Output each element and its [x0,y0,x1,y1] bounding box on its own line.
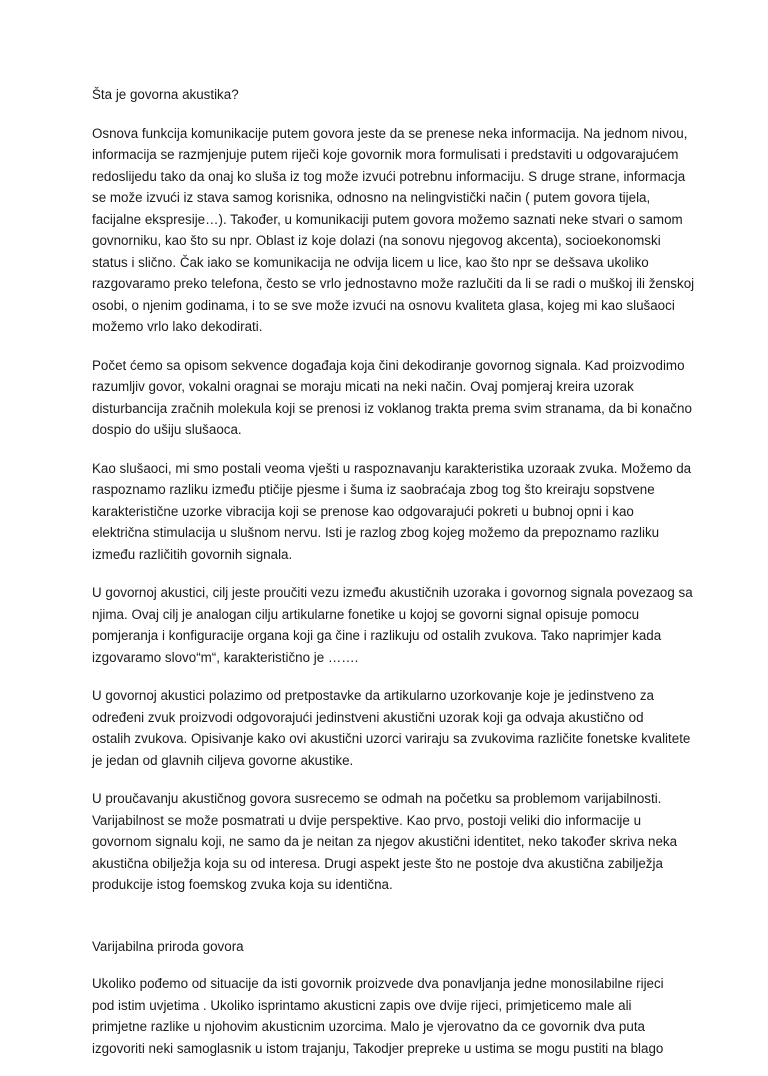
paragraph-line: informacija se razmjenjuje putem riječi koje govornik mora formulisati i predstaviti u odgovarajućem [92,147,679,162]
paragraph-line: pomjeranja i konfiguracije organa koji ga čine i razlikuju od ostalih zvukova. Tako naprimjer kada [92,628,662,643]
paragraph-line: raspoznamo razliku između ptičije pjesme i šuma iz saobraćaja zbog tog što kreiraju sopstvene [92,482,655,497]
paragraph-line: između različitih govornih signala. [92,546,293,562]
paragraph-line: pod istim uvjetima . Ukoliko isprintamo akusticni zapis ove dvije rijeci, primjeticemo male ali [92,997,632,1013]
section-title [92,936,676,958]
paragraph-line: Kao slušaoci, mi smo postali veoma vješti u raspoznavanju karakteristika uzoraak zvuka. Možemo da [92,460,692,476]
paragraph-line: Osnova funkcija komunikacije putem govora jeste da se prenese neka informacija. Na jednom nivou, [92,125,688,141]
paragraph [92,355,692,441]
paragraph-line: disturbancija zračnih molekula koji se prenosi iz voklanog trakta prema svim stranama, da bi konačno [92,400,692,416]
paragraph-line: je jedan od glavnih ciljeva govorne akustike. [92,752,354,768]
section-paragraph-list [92,973,676,1059]
paragraph-line: dospio do ušiju slušaoca. [92,422,242,437]
paragraph-line: se može izvući iz stava samog korisnika, odnosno na nelingvistički način ( putem govora tijela, [92,190,651,205]
paragraph-line: status i slično. Čak iako se komunikacija ne odvija licem u lice, kao što npr se dešsava ukoliko [92,254,649,270]
page-title [92,84,676,106]
paragraph [92,788,676,896]
paragraph-line: govnorniku, kao što su npr. Oblast iz koje dolazi (na sonovu njegovog akcenta), socioekonomski [92,233,661,248]
paragraph-line: Ukoliko pođemo od situacije da isti govornik proizvede dva ponavljanja jedne monosilabilne rijeci [92,976,664,991]
paragraph-line: U govornoj akustici, cilj jeste proučiti vezu između akustičnih uzoraka i govornog signala povezaog sa [92,585,693,600]
title-line: Šta je govorna akustika? [92,87,239,102]
paragraph [92,685,691,771]
paragraph-line: razumljiv govor, vokalni oragnai se moraju micati na neki način. Ovaj pomjeraj kreira uzorak [92,379,634,394]
paragraph-line: akustična obilježja koja su od interesa. Drugi aspekt jeste što ne postoje dva akustična zabilježja [92,855,663,871]
paragraph-list [92,123,695,896]
paragraph-line: ostalih zvukova. Opisivanje kako ovi akustični uzorci variraju sa zvukovima različite fonetske kvalitete [92,731,691,746]
paragraph [92,582,693,668]
paragraph-line: možemo vrlo lako dekodirati. [92,319,263,334]
paragraph [92,123,695,338]
paragraph-line: određeni zvuk proizvodi odgovorajući jedinstveni akustični uzorak koji ga odvaja akustično od [92,709,644,725]
paragraph-line: izgovoriti neki samoglasnik u istom trajanju, Takodjer prepreke u ustima se mogu pustiti na blago [92,1040,664,1056]
paragraph-line: njima. Ovaj cilj je analogan cilju artikularne fonetike u kojoj se govorni signal opisuje pomocu [92,606,640,622]
paragraph-line: U proučavanju akustičnog govora susrecemo se odmah na početku sa problemom varijabilnosti. [92,791,662,806]
paragraph-line: redoslijedu tako da onaj ko sluša iz tog može izvući potrebnu informaciju. S druge strane, informacja [92,168,686,184]
paragraph-line: U govornoj akustici polazimo od pretpostavke da artikularno uzorkovanje koje je jedinstveno za [92,688,654,703]
paragraph-line: osobi, o njenim godinama, i to se sve može izvući na osnovu kvaliteta glasa, kojeg mi kao slušaoci [92,297,675,313]
paragraph-line: električna stimulacija u slušnom nervu. Isti je razlog zbog kojeg možemo da prepoznamo razliku [92,525,660,540]
paragraph-line: facijalne ekspresije…). Također, u komunikaciji putem govora možemo saznati neke stvari o samom [92,211,683,227]
paragraph-line: Varijabilnost se može posmatrati u dvije perspektive. Kao prvo, postoji veliki dio informacije u [92,812,642,828]
paragraph-line: razgovaramo preko telefona, često se vrlo jednostavno može razlučiti da li se radi o muškoj ili ženskoj [92,276,695,291]
paragraph-line: karakteristične uzorke vibracija koji se prenose kao odgovarajući pokreti u bubnoj opni i kao [92,503,634,519]
paragraph-line: primjetne razlike u njohovim akusticnim uzorcima. Malo je vjerovatno da ce govornik dva puta [92,1019,645,1034]
paragraph-line: govornom signalu koji, ne samo da je neitan za njegov akustični identitet, neko također skriva neka [92,834,678,849]
section-title-line: Varijabilna priroda govora [92,938,244,954]
paragraph-line: izgovaramo slovo“m“, karakteristično je ……. [92,649,359,665]
paragraph-line: produkcije istog foemskog zvuka koja su identična. [92,877,393,892]
document-body [92,84,695,1076]
paragraph [92,973,676,1059]
paragraph-line: Počet ćemo sa opisom sekvence događaja koja čini dekodiranje govornog signala. Kad proizvodimo [92,357,685,373]
paragraph [92,458,692,566]
